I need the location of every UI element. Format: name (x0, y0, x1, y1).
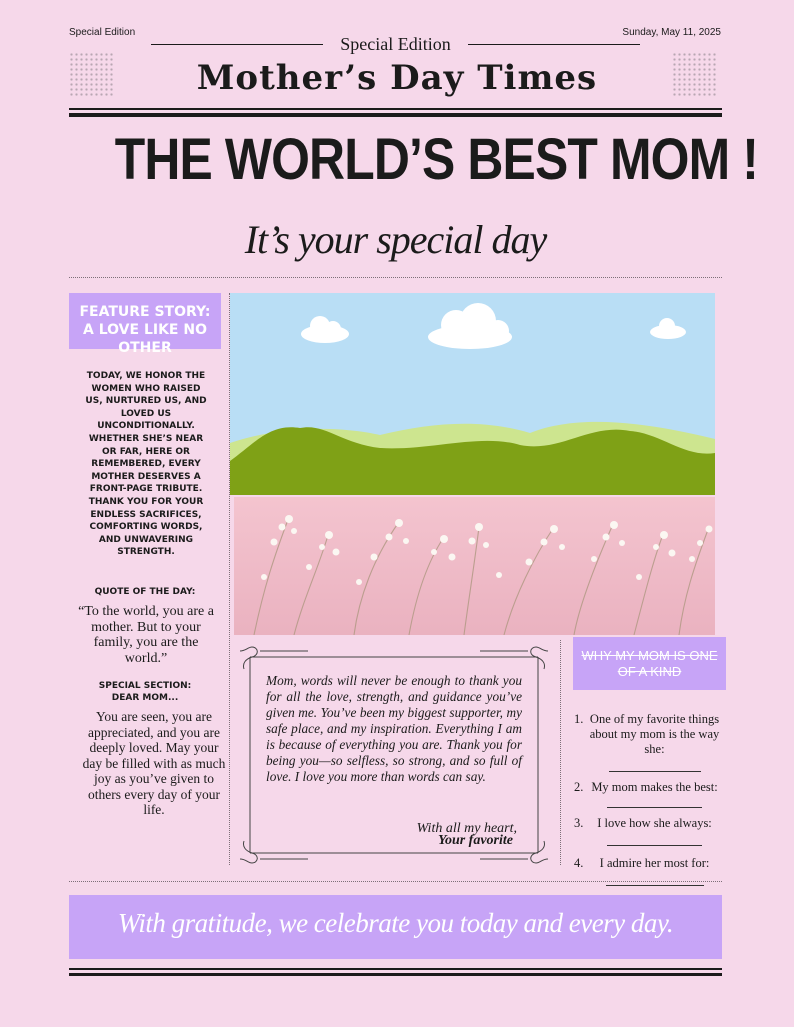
why-item-3 (574, 816, 722, 850)
why-item-4 (574, 856, 722, 890)
why-item-number: 2. (574, 780, 584, 794)
why-item-text: I admire her most for: (599, 856, 710, 870)
halftone-decoration-right (672, 52, 718, 96)
why-blank-line[interactable] (607, 795, 702, 808)
quote-text: “To the world, you are a mother. But to your family, you are the world.” (78, 604, 214, 666)
masthead-double-rule-bottom (69, 113, 722, 117)
footer-divider (69, 881, 722, 882)
letter-signature: Your favorite (437, 833, 513, 848)
letter-body: Mom, words will never be enough to thank you for all the love, strength, and guidance you’ve given me. You’ve been my biggest supporter, my safe place, and my inspiration. Everything I am is because of everything you are. Thank you for being you—so selfless, so strong, and so full of love. I love you more than words can say. (266, 673, 522, 784)
special-section-text: You are seen, you are appreciated, and you are deeply loved. May your day be filled with as much joy as you’ve given to others every day of your life. (82, 709, 226, 817)
footer-rule-bottom (69, 973, 722, 976)
why-item-number: 3. (574, 816, 584, 830)
why-list (574, 712, 722, 890)
why-blank-line[interactable] (606, 871, 704, 886)
feature-story-title-line1: FEATURE STORY: (79, 304, 211, 320)
masthead-double-rule-top (69, 108, 722, 110)
why-blank-line[interactable] (609, 757, 701, 772)
masthead-rule-left (151, 44, 323, 45)
why-item-number: 4. (574, 856, 584, 870)
why-item-text: My mom makes the best: (591, 780, 718, 794)
quote-label: QUOTE OF THE DAY: (94, 587, 196, 597)
why-item-text: I love how she always: (597, 816, 712, 830)
edition-label-left: Special Edition (69, 27, 136, 38)
letter-signoff: With all my heart, (416, 821, 517, 836)
column-divider-right (560, 640, 561, 865)
special-section-label-line2: DEAR MOM... (111, 693, 179, 703)
why-item-2 (574, 780, 722, 812)
halftone-decoration-left (69, 52, 115, 96)
edition-label-center: Special Edition (340, 34, 451, 54)
main-headline: THE WORLD’S BEST MOM ! (114, 127, 759, 192)
flowers-photo (234, 497, 715, 635)
footer-banner-text: With gratitude, we celebrate you today and every day. (117, 908, 674, 938)
sub-headline: It’s your special day (244, 217, 547, 262)
why-my-mom-title (573, 637, 726, 690)
special-section-label (69, 680, 221, 704)
why-my-mom-title-line1: WHY MY MOM IS ONE (581, 648, 718, 663)
paper-name: Mother’s Day Times (196, 58, 598, 98)
flowers-background (234, 497, 715, 635)
special-section-label-line1: SPECIAL SECTION: (98, 681, 192, 691)
feature-story-title-line2: A LOVE LIKE NO OTHER (83, 322, 207, 356)
why-my-mom-title-line2: OF A KIND (617, 664, 682, 679)
issue-date: Sunday, May 11, 2025 (622, 27, 721, 38)
landscape-illustration (230, 293, 715, 495)
why-item-text: One of my favorite things about my mom is the way she: (589, 712, 720, 756)
masthead-rule-right (468, 44, 640, 45)
why-item-number: 1. (574, 712, 584, 726)
footer-rule-top (69, 968, 722, 970)
why-blank-line[interactable] (607, 831, 702, 846)
why-item-1 (574, 712, 722, 776)
headline-divider (69, 277, 722, 278)
feature-story-title (69, 293, 221, 356)
feature-story-body: TODAY, WE HONOR THE WOMEN WHO RAISED US, NURTURED US, AND LOVED US UNCONDITIONALLY. WHETHER SHE’S NEAR OR FAR, HERE OR REMEMBERED, EVERY MOTHER DESERVES A FRONT-PAGE TRIBUTE. THANK YOU FOR YOUR ENDLESS SACRIFICES, COMFORTING WORDS, AND UNWAVERING STRENGTH. (85, 371, 207, 558)
